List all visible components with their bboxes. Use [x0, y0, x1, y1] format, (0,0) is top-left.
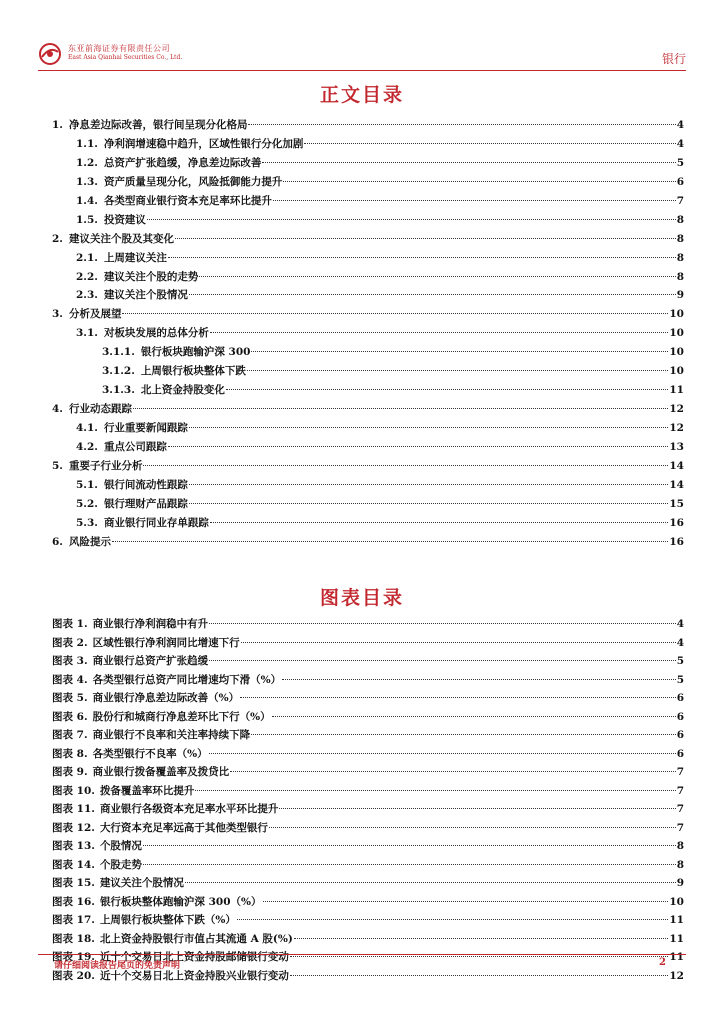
- toc-dot-leader: [133, 408, 668, 409]
- figure-entry-title: 各类型银行总资产同比增速均下滑（%）: [92, 673, 282, 686]
- figure-entry-title: 个股走势: [99, 858, 142, 871]
- figure-entry-page: 6: [676, 729, 684, 741]
- toc-entry-page: 9: [676, 289, 684, 302]
- figure-entry-number: 图表 18.: [52, 932, 95, 945]
- figure-entry-page: 9: [676, 877, 684, 889]
- toc-dot-leader: [143, 465, 668, 466]
- toc-entry[interactable]: [52, 155, 684, 174]
- toc-entry-page: 8: [676, 270, 684, 283]
- figure-entry-number: 图表 10.: [52, 784, 95, 797]
- figure-entry[interactable]: [52, 838, 684, 857]
- toc-title: 正文目录: [319, 84, 404, 106]
- figure-entry[interactable]: [52, 820, 684, 839]
- toc-entry-page: 4: [676, 119, 684, 131]
- toc-entry-page: 4: [676, 137, 684, 150]
- toc-entry-number: 2.1.: [76, 251, 98, 264]
- figure-entry-number: 图表 17.: [52, 914, 95, 926]
- toc-entry[interactable]: [52, 231, 684, 250]
- toc-entry-title: 对板块发展的总体分析: [103, 327, 209, 340]
- toc-entry-title: 行业动态跟踪: [68, 403, 132, 416]
- figure-dot-leader: [195, 790, 675, 791]
- figure-entry[interactable]: [52, 672, 684, 691]
- figure-entry[interactable]: [52, 635, 684, 654]
- company-name-cn: 东亚前海证券有限责任公司: [68, 44, 170, 53]
- page-number: 2: [659, 957, 666, 968]
- toc-entry-number: 5.3.: [76, 516, 98, 529]
- toc-entry[interactable]: [52, 439, 684, 458]
- toc-dot-leader: [112, 541, 668, 542]
- figure-entry[interactable]: [52, 746, 684, 765]
- toc-dot-leader: [189, 484, 668, 485]
- toc-entry[interactable]: [52, 212, 684, 231]
- figure-entry-number: 图表 4.: [52, 673, 88, 686]
- figure-entry-title: 股份行和城商行净息差环比下行（%）: [92, 710, 271, 723]
- figure-dot-leader: [240, 697, 676, 698]
- figure-entry[interactable]: [52, 931, 684, 950]
- toc-entry-page: 13: [669, 440, 684, 453]
- toc-dot-leader: [248, 124, 675, 125]
- toc-dot-leader: [304, 143, 675, 144]
- toc-entry-number: 5.2.: [76, 497, 98, 510]
- figure-entry-number: 图表 8.: [52, 747, 88, 760]
- figure-entry-title: 商业银行净息差边际改善（%）: [92, 692, 240, 704]
- toc-entry-title: 行业重要新闻跟踪: [103, 422, 188, 434]
- figure-entry[interactable]: [52, 857, 684, 876]
- toc-entry-title: 商业银行同业存单跟踪: [103, 516, 209, 529]
- toc-entry[interactable]: [52, 420, 684, 439]
- toc-entry-title: 银行板块跑输沪深 300: [140, 346, 251, 359]
- figure-dot-leader: [143, 845, 676, 846]
- figure-dot-leader: [279, 808, 675, 809]
- toc-dot-leader: [251, 351, 668, 352]
- figure-entry[interactable]: [52, 912, 684, 931]
- toc-entry[interactable]: [52, 401, 684, 420]
- toc-entry[interactable]: [52, 534, 684, 553]
- toc-entry-number: 3.1.: [76, 327, 98, 340]
- figure-entry-page: 10: [669, 895, 684, 908]
- figure-entry-title: 建议关注个股情况: [99, 877, 184, 889]
- figure-entry-title: 大行资本充足率远高于其他类型银行: [99, 821, 268, 834]
- toc-entry-title: 净息差边际改善，银行间呈现分化格局: [68, 119, 248, 131]
- toc-entry[interactable]: [52, 287, 684, 306]
- figure-entry-number: 图表 6.: [52, 710, 88, 723]
- figure-entry-page: 8: [676, 858, 684, 871]
- toc-entry[interactable]: [52, 477, 684, 496]
- figure-dot-leader: [237, 919, 668, 920]
- toc-entry-title: 上周银行板块整体下跌: [140, 365, 246, 378]
- toc-entry-number: 5.1.: [76, 478, 98, 491]
- figure-entry-number: 图表 15.: [52, 877, 95, 889]
- company-logo: [38, 42, 248, 68]
- toc-entry-number: 6.: [52, 535, 63, 548]
- toc-dot-leader: [210, 522, 668, 523]
- figure-dot-leader: [272, 716, 676, 717]
- toc-entry-number: 1.4.: [76, 194, 98, 207]
- toc-entry-page: 10: [669, 308, 684, 321]
- figure-entry[interactable]: [52, 727, 684, 746]
- toc-entry-page: 8: [676, 232, 684, 245]
- figure-entry-page: 6: [676, 747, 684, 760]
- toc-dot-leader: [189, 427, 668, 428]
- figure-dot-leader: [209, 623, 676, 624]
- toc-entry-title: 总资产扩张趋缓，净息差边际改善: [103, 156, 262, 169]
- figure-entry[interactable]: [52, 894, 684, 913]
- company-name-en: East Asia Qianhai Securities Co., Ltd.: [68, 54, 183, 61]
- toc-entry-page: 16: [669, 535, 684, 548]
- toc-entry-title: 银行间流动性跟踪: [103, 478, 188, 491]
- toc-dot-leader: [189, 503, 668, 504]
- page-header: [0, 0, 724, 75]
- figure-dot-leader: [294, 938, 669, 939]
- toc-entry-title: 投资建议: [103, 213, 146, 226]
- toc-list: [52, 117, 684, 553]
- toc-entry[interactable]: [52, 117, 684, 136]
- toc-entry[interactable]: [52, 382, 684, 401]
- section-label: 银行: [661, 52, 686, 66]
- figure-entry-page: 5: [676, 655, 684, 667]
- toc-entry-page: 10: [669, 327, 684, 340]
- company-logo-icon: [38, 42, 62, 66]
- figure-entry-page: 11: [669, 932, 684, 945]
- toc-dot-leader: [247, 370, 668, 371]
- figure-dot-leader: [269, 827, 676, 828]
- footer-divider: [38, 954, 686, 955]
- toc-entry-number: 2.2.: [76, 270, 98, 283]
- figure-entry-page: 4: [676, 636, 684, 649]
- figure-entry-page: 5: [676, 673, 684, 686]
- toc-dot-leader: [273, 200, 676, 201]
- toc-entry-page: 6: [676, 175, 684, 188]
- toc-entry-title: 上周建议关注: [103, 251, 167, 264]
- toc-entry-title: 建议关注个股及其变化: [68, 232, 174, 245]
- toc-entry-page: 11: [669, 384, 684, 397]
- toc-entry-title: 重点公司跟踪: [103, 440, 167, 453]
- figure-entry-number: 图表 11.: [52, 803, 95, 815]
- figure-entry[interactable]: [52, 801, 684, 820]
- figure-dot-leader: [251, 734, 676, 735]
- toc-entry-page: 14: [669, 478, 684, 491]
- figure-entry-page: 8: [676, 840, 684, 852]
- figure-entry-title: 上周银行板块整体下跌（%）: [99, 914, 236, 926]
- figure-entry-number: 图表 3.: [52, 655, 88, 667]
- toc-entry-page: 16: [669, 516, 684, 529]
- toc-entry-page: 10: [669, 346, 684, 359]
- figure-entry[interactable]: [52, 616, 684, 635]
- figure-entry[interactable]: [52, 709, 684, 728]
- toc-entry-number: 3.: [52, 308, 63, 321]
- figure-entry-number: 图表 19.: [52, 951, 95, 963]
- toc-dot-leader: [122, 313, 668, 314]
- toc-entry-title: 各类型商业银行资本充足率环比提升: [103, 194, 272, 207]
- toc-dot-leader: [199, 276, 675, 277]
- figure-entry-title: 各类型银行不良率（%）: [92, 747, 208, 760]
- toc-entry-number: 4.: [52, 403, 63, 416]
- figure-entry-page: 7: [676, 821, 684, 834]
- toc-dot-leader: [168, 257, 676, 258]
- figure-entry-number: 图表 12.: [52, 821, 95, 834]
- toc-dot-leader: [262, 162, 675, 163]
- toc-dot-leader: [226, 389, 668, 390]
- toc-entry-title: 净利润增速稳中趋升，区域性银行分化加剧: [103, 137, 304, 150]
- figure-entry-page: 7: [676, 766, 684, 778]
- toc-entry-page: 12: [669, 422, 684, 434]
- figure-entry-title: 银行板块整体跑输沪深 300（%）: [99, 895, 262, 908]
- toc-entry-number: 5.: [52, 459, 63, 472]
- figure-dot-leader: [230, 771, 676, 772]
- toc-entry-number: 3.1.1.: [102, 346, 135, 359]
- figure-dot-leader: [290, 956, 668, 957]
- header-divider: [38, 70, 686, 71]
- figure-entry[interactable]: [52, 653, 684, 672]
- figures-list: [52, 616, 684, 986]
- toc-entry-page: 7: [676, 194, 684, 207]
- toc-entry[interactable]: [52, 136, 684, 155]
- toc-entry[interactable]: [52, 515, 684, 534]
- figure-dot-leader: [290, 975, 668, 976]
- toc-entry-number: 4.2.: [76, 440, 98, 453]
- figure-dot-leader: [282, 679, 676, 680]
- toc-dot-leader: [175, 238, 676, 239]
- toc-entry-number: 1.1.: [76, 137, 98, 150]
- toc-entry-number: 2.3.: [76, 289, 98, 302]
- figure-entry-page: 6: [676, 710, 684, 723]
- figure-entry[interactable]: [52, 875, 684, 894]
- toc-entry-title: 资产质量呈现分化，风险抵御能力提升: [103, 175, 283, 188]
- toc-entry-page: 12: [669, 403, 684, 416]
- footer-disclaimer: 请仔细阅读报告尾页的免责声明: [54, 961, 181, 971]
- figure-entry-page: 12: [669, 969, 684, 982]
- figure-entry-title: 近十个交易日北上资金持股邮储银行变动: [99, 951, 289, 963]
- toc-entry[interactable]: [52, 344, 684, 363]
- figure-entry-page: 7: [676, 803, 684, 815]
- toc-entry-number: 1.3.: [76, 175, 98, 188]
- toc-entry-page: 15: [669, 497, 684, 510]
- figure-entry[interactable]: [52, 783, 684, 802]
- figure-entry-number: 图表 13.: [52, 840, 95, 852]
- toc-entry-number: 3.1.3.: [102, 384, 135, 397]
- toc-entry-title: 分析及展望: [68, 308, 122, 321]
- figure-entry-page: 11: [669, 951, 684, 963]
- figure-entry-title: 北上资金持股银行市值占其流通 A 股(%): [99, 932, 293, 945]
- toc-entry[interactable]: [52, 174, 684, 193]
- figure-entry-page: 7: [676, 784, 684, 797]
- toc-entry[interactable]: [52, 306, 684, 325]
- toc-entry-title: 建议关注个股的走势: [103, 270, 199, 283]
- toc-dot-leader: [189, 294, 676, 295]
- figure-dot-leader: [209, 660, 676, 661]
- figure-entry-number: 图表 1.: [52, 618, 88, 630]
- figure-entry-number: 图表 7.: [52, 729, 88, 741]
- toc-entry[interactable]: [52, 363, 684, 382]
- toc-dot-leader: [210, 332, 668, 333]
- figure-entry-title: 近十个交易日北上资金持股兴业银行变动: [99, 969, 289, 982]
- toc-entry-number: 4.1.: [76, 422, 98, 434]
- figure-dot-leader: [143, 864, 676, 865]
- figure-dot-leader: [185, 882, 676, 883]
- toc-entry[interactable]: [52, 269, 684, 288]
- figure-entry-title: 区域性银行净利润同比增速下行: [92, 636, 240, 649]
- toc-entry-number: 2.: [52, 232, 63, 245]
- figure-entry-title: 商业银行各级资本充足率水平环比提升: [99, 803, 279, 815]
- toc-entry[interactable]: [52, 496, 684, 515]
- figures-title: 图表目录: [319, 587, 404, 609]
- toc-entry[interactable]: [52, 325, 684, 344]
- toc-entry-title: 北上资金持股变化: [140, 384, 225, 397]
- figure-entry-page: 11: [669, 914, 684, 926]
- toc-entry[interactable]: [52, 193, 684, 212]
- figure-dot-leader: [263, 901, 669, 902]
- toc-entry[interactable]: [52, 458, 684, 477]
- toc-dot-leader: [147, 219, 676, 220]
- figure-dot-leader: [209, 753, 676, 754]
- figure-entry-title: 商业银行净利润稳中有升: [92, 618, 209, 630]
- toc-entry-page: 5: [676, 156, 684, 169]
- figure-entry-number: 图表 5.: [52, 692, 88, 704]
- toc-entry-number: 1.2.: [76, 156, 98, 169]
- figure-entry-title: 个股情况: [99, 840, 142, 852]
- toc-entry-page: 8: [676, 213, 684, 226]
- figure-entry-number: 图表 14.: [52, 858, 95, 871]
- toc-entry-page: 10: [669, 365, 684, 378]
- toc-entry-title: 建议关注个股情况: [103, 289, 188, 302]
- figure-entry-number: 图表 20.: [52, 969, 95, 982]
- figure-dot-leader: [241, 642, 676, 643]
- toc-entry-number: 1.5.: [76, 213, 98, 226]
- figure-entry-title: 商业银行拨备覆盖率及拨贷比: [92, 766, 230, 778]
- toc-entry[interactable]: [52, 250, 684, 269]
- toc-entry-title: 银行理财产品跟踪: [103, 497, 188, 510]
- figure-entry-number: 图表 2.: [52, 636, 88, 649]
- toc-entry-number: 3.1.2.: [102, 365, 135, 378]
- toc-entry-number: 1.: [52, 119, 63, 131]
- toc-dot-leader: [283, 181, 675, 182]
- toc-entry-page: 8: [676, 251, 684, 264]
- toc-entry-title: 重要子行业分析: [68, 459, 143, 472]
- figure-entry-number: 图表 16.: [52, 895, 95, 908]
- toc-dot-leader: [168, 446, 668, 447]
- figure-entry-number: 图表 9.: [52, 766, 88, 778]
- figure-entry-title: 商业银行总资产扩张趋缓: [92, 655, 209, 667]
- figure-entry-page: 6: [676, 692, 684, 704]
- figure-entry-title: 拨备覆盖率环比提升: [99, 784, 195, 797]
- figure-entry[interactable]: [52, 764, 684, 783]
- figure-entry[interactable]: [52, 690, 684, 709]
- toc-entry-title: 风险提示: [68, 535, 111, 548]
- figure-entry-page: 4: [676, 618, 684, 630]
- toc-entry-page: 14: [669, 459, 684, 472]
- figure-entry-title: 商业银行不良率和关注率持续下降: [92, 729, 251, 741]
